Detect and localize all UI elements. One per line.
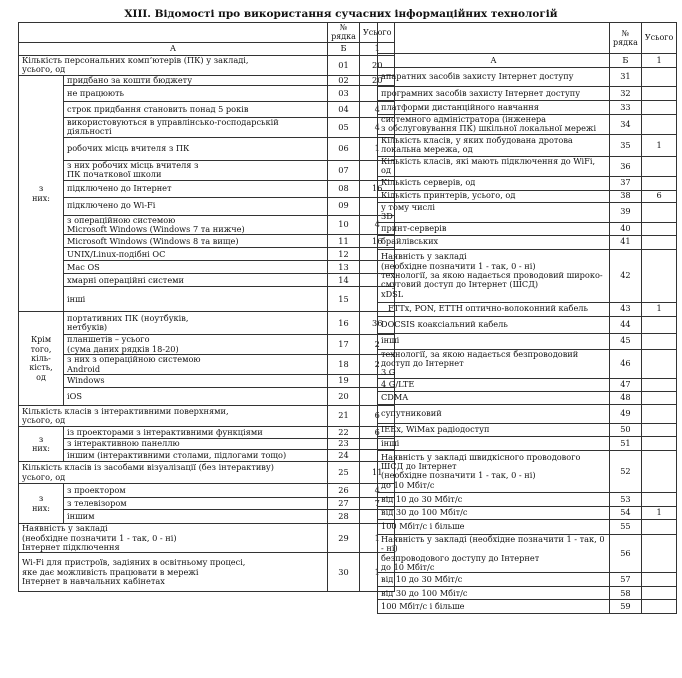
row-number: 06 <box>328 137 360 160</box>
row-value <box>641 587 676 600</box>
table-row <box>19 498 395 510</box>
row-value <box>641 423 676 436</box>
table-row <box>378 68 677 87</box>
table-row <box>378 600 677 614</box>
table-row <box>19 335 395 355</box>
row-label: брайлівських <box>378 235 610 249</box>
row-value: 16 <box>360 235 395 248</box>
row-number: 34 <box>610 115 642 135</box>
right-table <box>377 22 677 614</box>
row-label: з операційною системою Microsoft Windows (Windows 7 та нижче) <box>64 215 328 235</box>
table-row <box>378 316 677 333</box>
row-number: 44 <box>610 316 642 333</box>
table-row <box>19 510 395 524</box>
row-label: IEEx, WiMax радіодоступ <box>378 423 610 436</box>
row-value: 1 <box>360 524 395 553</box>
row-value <box>641 450 676 492</box>
row-label: CDMA <box>378 391 610 404</box>
header-col-b: Б <box>610 54 642 68</box>
table-row <box>378 423 677 436</box>
row-label: UNIX/Linux-подібні ОС <box>64 248 328 261</box>
table-row <box>378 534 677 573</box>
table-row <box>19 75 395 85</box>
row-value <box>641 249 676 302</box>
header-total: Усього <box>641 23 676 54</box>
row-number: 08 <box>328 180 360 197</box>
row-label: від 30 до 100 Мбіт/с <box>378 587 610 600</box>
header-total: Усього <box>360 23 395 43</box>
row-number: 03 <box>328 86 360 102</box>
table-row <box>378 101 677 115</box>
group-label-z-nykh: з них: <box>19 484 64 524</box>
row-value: 36 <box>360 312 395 335</box>
row-value: 11 <box>360 462 395 484</box>
row-number: 14 <box>328 274 360 287</box>
row-number: 51 <box>610 436 642 450</box>
table-row <box>19 42 395 55</box>
header-row-no: № рядка <box>610 23 642 54</box>
row-number: 29 <box>328 524 360 553</box>
table-row <box>378 333 677 349</box>
row-label: підключено до Інтернет <box>64 180 328 197</box>
row-label: з інтерактивною панеллю <box>64 439 328 450</box>
row-number: 59 <box>610 600 642 614</box>
row-value: 1 <box>360 137 395 160</box>
row-number: 52 <box>610 450 642 492</box>
row-number: 15 <box>328 287 360 312</box>
row-label: від 30 до 100 Мбіт/с <box>378 506 610 519</box>
row-label: апаратних засобів захисту Інтернет доступу <box>378 68 610 87</box>
row-number: 10 <box>328 215 360 235</box>
row-label: платформи дистанційного навчання <box>378 101 610 115</box>
left-table <box>18 22 395 592</box>
row-number: 01 <box>328 55 360 75</box>
row-number: 32 <box>610 87 642 101</box>
row-value: 6 <box>641 190 676 202</box>
table-row <box>19 406 395 427</box>
table-row <box>19 427 395 439</box>
row-number: 04 <box>328 102 360 118</box>
row-number: 23 <box>328 439 360 450</box>
row-value: 6 <box>360 406 395 427</box>
table-row <box>378 156 677 176</box>
table-row <box>19 137 395 160</box>
row-value <box>641 115 676 135</box>
header-col-b: Б <box>328 42 360 55</box>
row-label: Наявність у закладі швидкісного проводового ШСД до Інтернет (необхідне позначити 1 - так, 0 - ні) до 10 Мбіт/с <box>378 450 610 492</box>
row-label: придбано за кошти бюджету <box>64 75 328 85</box>
table-row <box>378 391 677 404</box>
header-col-a: А <box>19 42 328 55</box>
page-title: XIII. Відомості про використання сучасних інформаційних технологій <box>124 8 558 20</box>
row-value <box>641 333 676 349</box>
table-row <box>19 524 395 553</box>
row-label: з проектором <box>64 484 328 498</box>
table-row <box>378 378 677 391</box>
row-number: 27 <box>328 498 360 510</box>
row-label: системного адміністратора (інженера з обслуговування ПК) шкільної локальної мережі <box>378 115 610 135</box>
row-number: 42 <box>610 249 642 302</box>
table-row <box>19 388 395 406</box>
header-col-1: 1 <box>360 42 395 55</box>
row-number: 17 <box>328 335 360 355</box>
row-label: принт-серверів <box>378 222 610 235</box>
row-label: програмних засобів захисту Інтернет доступу <box>378 87 610 101</box>
row-value <box>641 202 676 222</box>
row-label: 100 Мбіт/с і більше <box>378 600 610 614</box>
row-number: 13 <box>328 261 360 274</box>
row-number: 02 <box>328 75 360 85</box>
row-number: 24 <box>328 450 360 462</box>
table-row <box>19 450 395 462</box>
row-label: робочих місць вчителя з ПК <box>64 137 328 160</box>
row-number: 07 <box>328 160 360 180</box>
row-value <box>641 519 676 534</box>
table-row <box>378 222 677 235</box>
row-value: 4 <box>360 118 395 138</box>
table-row <box>378 202 677 222</box>
table-row <box>378 436 677 450</box>
group-label-z-nykh: з них: <box>19 75 64 312</box>
row-value <box>641 404 676 423</box>
table-row <box>378 115 677 135</box>
row-label: Наявність у закладі (необхідне позначити 1 - так, 0 - ні) Інтернет підключення <box>19 524 328 553</box>
row-number: 41 <box>610 235 642 249</box>
row-label: Windows <box>64 375 328 388</box>
row-number: 36 <box>610 156 642 176</box>
row-value <box>641 87 676 101</box>
row-label: у тому числі 3D <box>378 202 610 222</box>
row-number: 22 <box>328 427 360 439</box>
row-value: 2 <box>360 335 395 355</box>
row-number: 31 <box>610 68 642 87</box>
row-value: 4 <box>360 215 395 235</box>
table-row <box>19 86 395 102</box>
row-value: 6 <box>360 427 395 439</box>
row-value <box>641 378 676 391</box>
row-label: від 10 до 30 Мбіт/с <box>378 573 610 587</box>
row-number: 43 <box>610 302 642 316</box>
table-row <box>19 248 395 261</box>
row-value <box>641 600 676 614</box>
row-number: 19 <box>328 375 360 388</box>
row-number: 50 <box>610 423 642 436</box>
row-number: 45 <box>610 333 642 349</box>
row-number: 40 <box>610 222 642 235</box>
table-row <box>19 439 395 450</box>
row-number: 26 <box>328 484 360 498</box>
table-row <box>378 87 677 101</box>
table-row <box>19 274 395 287</box>
table-row <box>378 404 677 423</box>
row-number: 49 <box>610 404 642 423</box>
table-row <box>19 312 395 335</box>
row-value <box>641 436 676 450</box>
row-label: Кількість принтерів, усього, од <box>378 190 610 202</box>
table-row <box>19 102 395 118</box>
row-value: 2 <box>360 355 395 375</box>
row-value: 20 <box>360 75 395 85</box>
row-value <box>641 391 676 404</box>
row-value <box>641 222 676 235</box>
row-number: 55 <box>610 519 642 534</box>
row-label: портативних ПК (ноутбуків, нетбуків) <box>64 312 328 335</box>
group-label-krim-toho: Крім того, кіль-кість, од <box>19 312 64 406</box>
group-label-z-nykh: з них: <box>19 427 64 462</box>
header-col-1: 1 <box>641 54 676 68</box>
table-row <box>19 160 395 180</box>
row-value <box>641 176 676 190</box>
row-number: 54 <box>610 506 642 519</box>
row-label: Microsoft Windows (Windows 8 та вище) <box>64 235 328 248</box>
table-row <box>378 349 677 378</box>
table-row <box>19 23 395 43</box>
table-row <box>19 484 395 498</box>
row-label: використовуються в управлінсько-господарській діяльності <box>64 118 328 138</box>
row-value: 1 <box>641 302 676 316</box>
row-value <box>641 235 676 249</box>
row-number: 05 <box>328 118 360 138</box>
table-row <box>378 190 677 202</box>
row-label: хмарні операційні системи <box>64 274 328 287</box>
row-number: 39 <box>610 202 642 222</box>
row-label: Кількість класів з інтерактивними поверхнями, усього, од <box>19 406 328 427</box>
row-number: 09 <box>328 197 360 215</box>
header-row-no: № рядка <box>328 23 360 43</box>
row-number: 12 <box>328 248 360 261</box>
row-label: Наявність у закладі (необхідне позначити 1 - так, 0 - ні) технології, за якою надається проводовий широко- смуговий доступ до Інтернет (ШСД) xDSL <box>378 249 610 302</box>
table-row <box>19 197 395 215</box>
header-blank <box>19 23 328 43</box>
row-number: 18 <box>328 355 360 375</box>
row-label: планшетів – усього (сума даних рядків 18-20) <box>64 335 328 355</box>
row-number: 56 <box>610 534 642 573</box>
table-row <box>378 492 677 506</box>
row-number: 58 <box>610 587 642 600</box>
row-number: 11 <box>328 235 360 248</box>
table-row <box>19 55 395 75</box>
row-label: з них робочих місць вчителя з ПК початкової школи <box>64 160 328 180</box>
row-number: 38 <box>610 190 642 202</box>
row-number: 35 <box>610 134 642 156</box>
row-value <box>641 573 676 587</box>
row-number: 46 <box>610 349 642 378</box>
row-label: Wi-Fi для пристроїв, задіяних в освітньому процесі, яке дає можливість працювати в мережі Інтернет в навчальних кабінетах <box>19 553 328 592</box>
table-row <box>378 23 677 54</box>
row-number: 47 <box>610 378 642 391</box>
row-number: 20 <box>328 388 360 406</box>
row-label: інші <box>378 436 610 450</box>
row-label: DOCSIS коаксіальний кабель <box>378 316 610 333</box>
row-number: 21 <box>328 406 360 427</box>
table-row <box>378 176 677 190</box>
table-row <box>378 573 677 587</box>
row-value <box>641 534 676 573</box>
table-row <box>378 249 677 302</box>
row-label: iOS <box>64 388 328 406</box>
header-col-a: А <box>378 54 610 68</box>
row-value: 1 <box>641 506 676 519</box>
row-value: 20 <box>360 55 395 75</box>
row-label: від 10 до 30 Мбіт/с <box>378 492 610 506</box>
row-label: Кількість класів, у яких побудована дротова локальна мережа, од <box>378 134 610 156</box>
row-label: технології, за якою надається безпроводовий доступ до Інтернет 3 G <box>378 349 610 378</box>
table-row <box>378 235 677 249</box>
row-label: із проекторами з інтерактивними функціями <box>64 427 328 439</box>
table-row <box>19 261 395 274</box>
row-label: Кількість персональних комп’ютерів (ПК) у закладі, усього, од <box>19 55 328 75</box>
row-number: 28 <box>328 510 360 524</box>
row-label: інші <box>378 333 610 349</box>
table-row <box>19 287 395 312</box>
table-row <box>19 355 395 375</box>
row-value <box>641 316 676 333</box>
row-label: іншим <box>64 510 328 524</box>
table-row <box>19 235 395 248</box>
row-label: строк придбання становить понад 5 років <box>64 102 328 118</box>
row-number: 33 <box>610 101 642 115</box>
row-label: FTTx, PON, ETTH оптично-волоконний кабель <box>378 302 610 316</box>
row-label: Mac OS <box>64 261 328 274</box>
row-label: Кількість серверів, од <box>378 176 610 190</box>
table-row <box>378 519 677 534</box>
row-value <box>641 101 676 115</box>
row-number: 48 <box>610 391 642 404</box>
row-number: 57 <box>610 573 642 587</box>
row-value: 1 <box>641 134 676 156</box>
table-row <box>19 118 395 138</box>
row-number: 30 <box>328 553 360 592</box>
row-label: 100 Мбіт/с і більше <box>378 519 610 534</box>
table-row <box>19 375 395 388</box>
row-label: з них з операційною системою Android <box>64 355 328 375</box>
row-number: 53 <box>610 492 642 506</box>
row-label: 4 G/LTE <box>378 378 610 391</box>
table-row <box>19 180 395 197</box>
row-label: іншим (інтерактивними столами, підлогами тощо) <box>64 450 328 462</box>
table-row <box>378 302 677 316</box>
row-label: інші <box>64 287 328 312</box>
row-value <box>641 492 676 506</box>
row-number: 37 <box>610 176 642 190</box>
row-label: супутниковий <box>378 404 610 423</box>
table-row <box>19 462 395 484</box>
row-label: не працюють <box>64 86 328 102</box>
row-value <box>641 156 676 176</box>
row-number: 25 <box>328 462 360 484</box>
table-row <box>378 450 677 492</box>
row-label: Кількість класів із засобами візуалізації (без інтерактиву) усього, од <box>19 462 328 484</box>
row-value: 7 <box>360 498 395 510</box>
row-label: Кількість класів, які мають підключення до WiFi, од <box>378 156 610 176</box>
table-row <box>378 54 677 68</box>
row-value: 1 <box>360 553 395 592</box>
row-value: 4 <box>360 484 395 498</box>
row-label: Наявність у закладі (необхідне позначити 1 - так, 0 - ні) безпроводового доступу до Інтернет до 10 Мбіт/с <box>378 534 610 573</box>
table-row <box>19 553 395 592</box>
table-row <box>19 215 395 235</box>
row-number: 16 <box>328 312 360 335</box>
row-value <box>641 349 676 378</box>
table-row <box>378 134 677 156</box>
header-blank <box>378 23 610 54</box>
row-value: 16 <box>360 180 395 197</box>
row-value: 4 <box>360 102 395 118</box>
row-value <box>641 68 676 87</box>
table-row <box>378 587 677 600</box>
row-label: підключено до Wi-Fi <box>64 197 328 215</box>
table-row <box>378 506 677 519</box>
row-label: з телевізором <box>64 498 328 510</box>
